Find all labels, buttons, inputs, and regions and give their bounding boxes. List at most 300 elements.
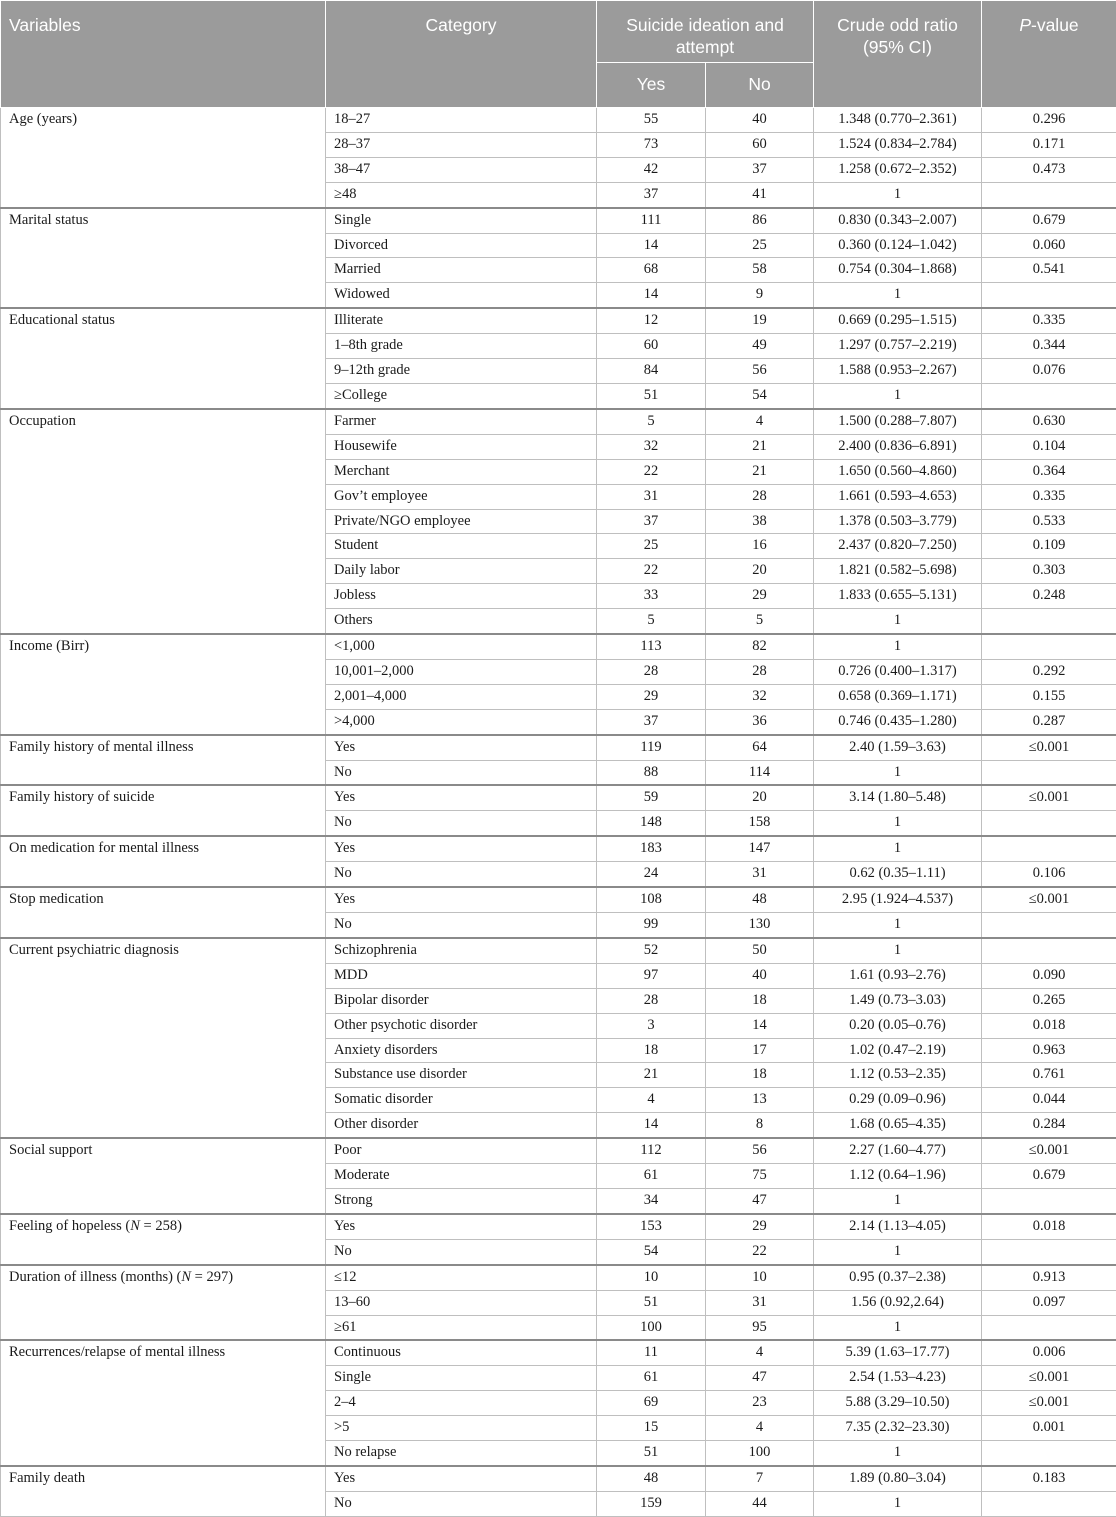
no-count-cell: 130 [706, 913, 814, 938]
p-value-cell: 0.533 [982, 509, 1116, 534]
no-count-cell: 56 [706, 1138, 814, 1163]
variable-cell [1, 1214, 326, 1265]
no-count-cell: 95 [706, 1315, 814, 1340]
no-count-cell: 20 [706, 785, 814, 810]
no-count-cell: 147 [706, 836, 814, 861]
no-count-cell: 17 [706, 1038, 814, 1063]
header-p-rest: -value [1031, 15, 1079, 35]
variable-cell [1, 1265, 326, 1341]
p-value-cell [982, 913, 1116, 938]
variable-cell [1, 735, 326, 786]
no-count-cell: 23 [706, 1391, 814, 1416]
yes-count-cell: 97 [597, 963, 706, 988]
p-value-cell: 0.044 [982, 1088, 1116, 1113]
yes-count-cell: 25 [597, 534, 706, 559]
variable-label: Recurrences/relapse of mental illness [9, 1344, 225, 1360]
variable-cell [1, 208, 326, 309]
p-value-cell: 0.265 [982, 988, 1116, 1013]
odds-ratio-cell: 1.12 (0.53–2.35) [814, 1063, 982, 1088]
p-value-cell: 0.109 [982, 534, 1116, 559]
category-cell: 28–37 [326, 132, 597, 157]
p-value-cell [982, 1491, 1116, 1516]
category-cell: ≥48 [326, 182, 597, 207]
yes-count-cell: 111 [597, 208, 706, 233]
no-count-cell: 32 [706, 684, 814, 709]
odds-ratio-cell: 1 [814, 1315, 982, 1340]
odds-ratio-cell: 1 [814, 760, 982, 785]
category-cell: Poor [326, 1138, 597, 1163]
odds-ratio-cell: 1 [814, 182, 982, 207]
variable-n-label: N [181, 1269, 191, 1285]
no-count-cell: 86 [706, 208, 814, 233]
header-p-value [982, 1, 1116, 108]
yes-count-cell: 119 [597, 735, 706, 760]
p-value-cell: ≤0.001 [982, 1138, 1116, 1163]
variable-cell [1, 785, 326, 836]
odds-ratio-cell: 1.833 (0.655–5.131) [814, 584, 982, 609]
p-value-cell: 0.097 [982, 1290, 1116, 1315]
category-cell: Continuous [326, 1340, 597, 1365]
no-count-cell: 64 [706, 735, 814, 760]
odds-ratio-cell: 1.61 (0.93–2.76) [814, 963, 982, 988]
table-row [1, 938, 1116, 963]
category-cell: 1–8th grade [326, 334, 597, 359]
p-value-cell: 0.630 [982, 409, 1116, 434]
p-value-cell [982, 938, 1116, 963]
p-value-cell [982, 1239, 1116, 1264]
odds-ratio-cell: 1.650 (0.560–4.860) [814, 459, 982, 484]
odds-ratio-cell: 1.524 (0.834–2.784) [814, 132, 982, 157]
odds-ratio-cell: 1 [814, 283, 982, 308]
category-cell: 9–12th grade [326, 359, 597, 384]
p-value-cell: 0.679 [982, 208, 1116, 233]
p-value-cell [982, 1441, 1116, 1466]
yes-count-cell: 11 [597, 1340, 706, 1365]
table-row [1, 785, 1116, 810]
p-value-cell: 0.018 [982, 1214, 1116, 1239]
p-value-cell: 0.106 [982, 862, 1116, 887]
header-yes: Yes [597, 63, 706, 108]
category-cell: Strong [326, 1188, 597, 1213]
odds-ratio-cell: 2.54 (1.53–4.23) [814, 1366, 982, 1391]
no-count-cell: 40 [706, 108, 814, 133]
odds-ratio-cell: 1 [814, 913, 982, 938]
table-row [1, 1138, 1116, 1163]
p-value-cell: 0.296 [982, 108, 1116, 133]
category-cell: No [326, 862, 597, 887]
category-cell: 2–4 [326, 1391, 597, 1416]
no-count-cell: 28 [706, 659, 814, 684]
odds-ratio-cell: 1 [814, 1441, 982, 1466]
variable-label: Duration of illness (months) ( [9, 1269, 181, 1285]
variable-cell [1, 409, 326, 634]
category-cell: Daily labor [326, 559, 597, 584]
no-count-cell: 29 [706, 1214, 814, 1239]
p-value-cell: 0.076 [982, 359, 1116, 384]
table-row [1, 208, 1116, 233]
p-value-cell [982, 811, 1116, 836]
category-cell: ≥61 [326, 1315, 597, 1340]
no-count-cell: 19 [706, 308, 814, 333]
p-value-cell: 0.018 [982, 1013, 1116, 1038]
yes-count-cell: 148 [597, 811, 706, 836]
p-value-cell: 0.541 [982, 258, 1116, 283]
no-count-cell: 56 [706, 359, 814, 384]
no-count-cell: 18 [706, 1063, 814, 1088]
variable-cell [1, 634, 326, 735]
yes-count-cell: 73 [597, 132, 706, 157]
table-row [1, 634, 1116, 659]
odds-ratio-cell: 1 [814, 811, 982, 836]
table-row [1, 1340, 1116, 1365]
category-cell: 10,001–2,000 [326, 659, 597, 684]
no-count-cell: 58 [706, 258, 814, 283]
p-value-cell: 0.292 [982, 659, 1116, 684]
table-row [1, 1214, 1116, 1239]
category-cell: Jobless [326, 584, 597, 609]
category-cell: 38–47 [326, 157, 597, 182]
yes-count-cell: 14 [597, 283, 706, 308]
category-cell: Divorced [326, 233, 597, 258]
yes-count-cell: 28 [597, 988, 706, 1013]
yes-count-cell: 69 [597, 1391, 706, 1416]
no-count-cell: 54 [706, 383, 814, 408]
category-cell: >4,000 [326, 709, 597, 734]
odds-ratio-cell: 2.27 (1.60–4.77) [814, 1138, 982, 1163]
variable-label: Stop medication [9, 891, 104, 907]
yes-count-cell: 24 [597, 862, 706, 887]
yes-count-cell: 55 [597, 108, 706, 133]
yes-count-cell: 51 [597, 383, 706, 408]
yes-count-cell: 61 [597, 1164, 706, 1189]
variable-n-value: = 297) [191, 1269, 233, 1285]
yes-count-cell: 29 [597, 684, 706, 709]
no-count-cell: 22 [706, 1239, 814, 1264]
odds-ratio-cell: 1 [814, 836, 982, 861]
variable-cell [1, 108, 326, 208]
category-cell: Yes [326, 735, 597, 760]
variable-label: Marital status [9, 212, 88, 228]
p-value-cell: 0.303 [982, 559, 1116, 584]
category-cell: Farmer [326, 409, 597, 434]
no-count-cell: 47 [706, 1188, 814, 1213]
yes-count-cell: 159 [597, 1491, 706, 1516]
odds-ratio-cell: 1 [814, 383, 982, 408]
no-count-cell: 14 [706, 1013, 814, 1038]
yes-count-cell: 37 [597, 709, 706, 734]
odds-ratio-cell: 0.726 (0.400–1.317) [814, 659, 982, 684]
odds-ratio-cell: 2.14 (1.13–4.05) [814, 1214, 982, 1239]
p-value-cell: ≤0.001 [982, 1366, 1116, 1391]
odds-ratio-cell: 2.400 (0.836–6.891) [814, 434, 982, 459]
no-count-cell: 18 [706, 988, 814, 1013]
no-count-cell: 41 [706, 182, 814, 207]
no-count-cell: 36 [706, 709, 814, 734]
odds-ratio-cell: 0.669 (0.295–1.515) [814, 308, 982, 333]
p-value-cell: ≤0.001 [982, 1391, 1116, 1416]
category-cell: Merchant [326, 459, 597, 484]
table-row [1, 409, 1116, 434]
no-count-cell: 158 [706, 811, 814, 836]
odds-ratio-cell: 1.68 (0.65–4.35) [814, 1113, 982, 1138]
yes-count-cell: 84 [597, 359, 706, 384]
category-cell: 2,001–4,000 [326, 684, 597, 709]
yes-count-cell: 61 [597, 1366, 706, 1391]
table-row [1, 308, 1116, 333]
variable-label: Social support [9, 1142, 92, 1158]
no-count-cell: 37 [706, 157, 814, 182]
table-row [1, 1466, 1116, 1491]
p-value-cell: 0.171 [982, 132, 1116, 157]
odds-ratio-cell: 7.35 (2.32–23.30) [814, 1416, 982, 1441]
variable-n-value: = 258) [140, 1218, 182, 1234]
odds-ratio-cell: 0.62 (0.35–1.11) [814, 862, 982, 887]
p-value-cell: 0.104 [982, 434, 1116, 459]
category-cell: Other psychotic disorder [326, 1013, 597, 1038]
yes-count-cell: 14 [597, 233, 706, 258]
odds-ratio-cell: 1 [814, 1239, 982, 1264]
category-cell: Single [326, 1366, 597, 1391]
category-cell: Widowed [326, 283, 597, 308]
no-count-cell: 13 [706, 1088, 814, 1113]
variable-label: Educational status [9, 312, 115, 328]
category-cell: Others [326, 609, 597, 634]
category-cell: Housewife [326, 434, 597, 459]
header-ideation: Suicide ideation and attempt [597, 1, 814, 63]
category-cell: 18–27 [326, 108, 597, 133]
header-category: Category [326, 1, 597, 108]
yes-count-cell: 34 [597, 1188, 706, 1213]
category-cell: Bipolar disorder [326, 988, 597, 1013]
variable-label: Income (Birr) [9, 638, 89, 654]
category-cell: Married [326, 258, 597, 283]
odds-ratio-cell: 1.297 (0.757–2.219) [814, 334, 982, 359]
no-count-cell: 48 [706, 887, 814, 912]
table-row [1, 735, 1116, 760]
yes-count-cell: 5 [597, 409, 706, 434]
variable-cell [1, 938, 326, 1138]
yes-count-cell: 113 [597, 634, 706, 659]
no-count-cell: 16 [706, 534, 814, 559]
category-cell: <1,000 [326, 634, 597, 659]
no-count-cell: 31 [706, 1290, 814, 1315]
yes-count-cell: 153 [597, 1214, 706, 1239]
no-count-cell: 25 [706, 233, 814, 258]
odds-ratio-cell: 1 [814, 1188, 982, 1213]
odds-ratio-cell: 1 [814, 634, 982, 659]
p-value-cell: 0.060 [982, 233, 1116, 258]
category-cell: Anxiety disorders [326, 1038, 597, 1063]
p-value-cell: 0.001 [982, 1416, 1116, 1441]
p-value-cell: 0.473 [982, 157, 1116, 182]
p-value-cell: 0.183 [982, 1466, 1116, 1491]
no-count-cell: 4 [706, 409, 814, 434]
category-cell: Single [326, 208, 597, 233]
yes-count-cell: 5 [597, 609, 706, 634]
yes-count-cell: 54 [597, 1239, 706, 1264]
category-cell: No [326, 1491, 597, 1516]
p-value-cell [982, 283, 1116, 308]
odds-ratio-cell: 1.89 (0.80–3.04) [814, 1466, 982, 1491]
header-no: No [706, 63, 814, 108]
category-cell: Yes [326, 836, 597, 861]
category-cell: No relapse [326, 1441, 597, 1466]
yes-count-cell: 59 [597, 785, 706, 810]
variable-cell [1, 1340, 326, 1466]
odds-ratio-cell: 1.821 (0.582–5.698) [814, 559, 982, 584]
no-count-cell: 60 [706, 132, 814, 157]
no-count-cell: 49 [706, 334, 814, 359]
p-value-cell: ≤0.001 [982, 887, 1116, 912]
category-cell: 13–60 [326, 1290, 597, 1315]
no-count-cell: 114 [706, 760, 814, 785]
variable-label: Feeling of hopeless ( [9, 1218, 130, 1234]
category-cell: Yes [326, 1466, 597, 1491]
yes-count-cell: 32 [597, 434, 706, 459]
p-value-cell: 0.248 [982, 584, 1116, 609]
no-count-cell: 5 [706, 609, 814, 634]
no-count-cell: 10 [706, 1265, 814, 1290]
category-cell: ≥College [326, 383, 597, 408]
yes-count-cell: 88 [597, 760, 706, 785]
yes-count-cell: 108 [597, 887, 706, 912]
yes-count-cell: 18 [597, 1038, 706, 1063]
category-cell: Other disorder [326, 1113, 597, 1138]
odds-ratio-cell: 1.02 (0.47–2.19) [814, 1038, 982, 1063]
variable-label: Family history of mental illness [9, 739, 193, 755]
odds-ratio-cell: 0.830 (0.343–2.007) [814, 208, 982, 233]
yes-count-cell: 60 [597, 334, 706, 359]
yes-count-cell: 52 [597, 938, 706, 963]
variable-label: Family death [9, 1470, 85, 1486]
variable-label: Current psychiatric diagnosis [9, 942, 179, 958]
yes-count-cell: 22 [597, 559, 706, 584]
odds-ratio-cell: 1 [814, 609, 982, 634]
variable-label: On medication for mental illness [9, 840, 199, 856]
p-value-cell: 0.090 [982, 963, 1116, 988]
no-count-cell: 47 [706, 1366, 814, 1391]
category-cell: Illiterate [326, 308, 597, 333]
variable-label: Family history of suicide [9, 789, 154, 805]
category-cell: No [326, 1239, 597, 1264]
p-value-cell [982, 182, 1116, 207]
odds-ratio-cell: 1 [814, 1491, 982, 1516]
no-count-cell: 44 [706, 1491, 814, 1516]
header-p-italic: P [1019, 15, 1031, 35]
no-count-cell: 21 [706, 434, 814, 459]
category-cell: Yes [326, 785, 597, 810]
category-cell: ≤12 [326, 1265, 597, 1290]
category-cell: No [326, 760, 597, 785]
yes-count-cell: 42 [597, 157, 706, 182]
odds-ratio-cell: 5.88 (3.29–10.50) [814, 1391, 982, 1416]
p-value-cell: ≤0.001 [982, 735, 1116, 760]
no-count-cell: 4 [706, 1416, 814, 1441]
yes-count-cell: 37 [597, 182, 706, 207]
p-value-cell: 0.761 [982, 1063, 1116, 1088]
yes-count-cell: 68 [597, 258, 706, 283]
p-value-cell: 0.344 [982, 334, 1116, 359]
category-cell: Gov’t employee [326, 484, 597, 509]
odds-ratio-cell: 1.56 (0.92,2.64) [814, 1290, 982, 1315]
variable-label: Age (years) [9, 111, 77, 127]
category-cell: Somatic disorder [326, 1088, 597, 1113]
p-value-cell: 0.284 [982, 1113, 1116, 1138]
no-count-cell: 20 [706, 559, 814, 584]
p-value-cell: 0.364 [982, 459, 1116, 484]
category-cell: Private/NGO employee [326, 509, 597, 534]
header-variables: Variables [1, 1, 326, 108]
variable-cell [1, 1138, 326, 1214]
category-cell: MDD [326, 963, 597, 988]
variable-n-label: N [130, 1218, 140, 1234]
no-count-cell: 9 [706, 283, 814, 308]
table-row [1, 887, 1116, 912]
no-count-cell: 29 [706, 584, 814, 609]
yes-count-cell: 99 [597, 913, 706, 938]
yes-count-cell: 33 [597, 584, 706, 609]
no-count-cell: 82 [706, 634, 814, 659]
yes-count-cell: 51 [597, 1441, 706, 1466]
p-value-cell: 0.679 [982, 1164, 1116, 1189]
category-cell: Schizophrenia [326, 938, 597, 963]
header-odds-ratio: Crude odd ratio (95% CI) [814, 1, 982, 108]
p-value-cell: 0.335 [982, 484, 1116, 509]
p-value-cell [982, 1315, 1116, 1340]
yes-count-cell: 51 [597, 1290, 706, 1315]
odds-ratio-cell: 0.746 (0.435–1.280) [814, 709, 982, 734]
no-count-cell: 8 [706, 1113, 814, 1138]
no-count-cell: 40 [706, 963, 814, 988]
variable-label: Occupation [9, 413, 76, 429]
odds-ratio-cell: 5.39 (1.63–17.77) [814, 1340, 982, 1365]
odds-ratio-cell: 0.360 (0.124–1.042) [814, 233, 982, 258]
yes-count-cell: 14 [597, 1113, 706, 1138]
odds-ratio-cell: 0.29 (0.09–0.96) [814, 1088, 982, 1113]
odds-ratio-cell: 1.661 (0.593–4.653) [814, 484, 982, 509]
p-value-cell: 0.155 [982, 684, 1116, 709]
no-count-cell: 38 [706, 509, 814, 534]
yes-count-cell: 3 [597, 1013, 706, 1038]
p-value-cell: 0.335 [982, 308, 1116, 333]
odds-ratio-cell: 2.437 (0.820–7.250) [814, 534, 982, 559]
yes-count-cell: 4 [597, 1088, 706, 1113]
odds-ratio-cell: 2.40 (1.59–3.63) [814, 735, 982, 760]
odds-ratio-cell: 1.49 (0.73–3.03) [814, 988, 982, 1013]
odds-ratio-cell: 0.95 (0.37–2.38) [814, 1265, 982, 1290]
variable-cell [1, 1466, 326, 1516]
yes-count-cell: 100 [597, 1315, 706, 1340]
odds-ratio-cell: 1 [814, 938, 982, 963]
odds-ratio-cell: 1.12 (0.64–1.96) [814, 1164, 982, 1189]
p-value-cell [982, 383, 1116, 408]
category-cell: >5 [326, 1416, 597, 1441]
odds-ratio-cell: 2.95 (1.924–4.537) [814, 887, 982, 912]
yes-count-cell: 183 [597, 836, 706, 861]
category-cell: No [326, 811, 597, 836]
no-count-cell: 28 [706, 484, 814, 509]
yes-count-cell: 10 [597, 1265, 706, 1290]
variable-cell [1, 836, 326, 887]
table-row [1, 108, 1116, 133]
p-value-cell: 0.963 [982, 1038, 1116, 1063]
yes-count-cell: 48 [597, 1466, 706, 1491]
category-cell: Substance use disorder [326, 1063, 597, 1088]
yes-count-cell: 15 [597, 1416, 706, 1441]
no-count-cell: 100 [706, 1441, 814, 1466]
yes-count-cell: 21 [597, 1063, 706, 1088]
p-value-cell [982, 634, 1116, 659]
